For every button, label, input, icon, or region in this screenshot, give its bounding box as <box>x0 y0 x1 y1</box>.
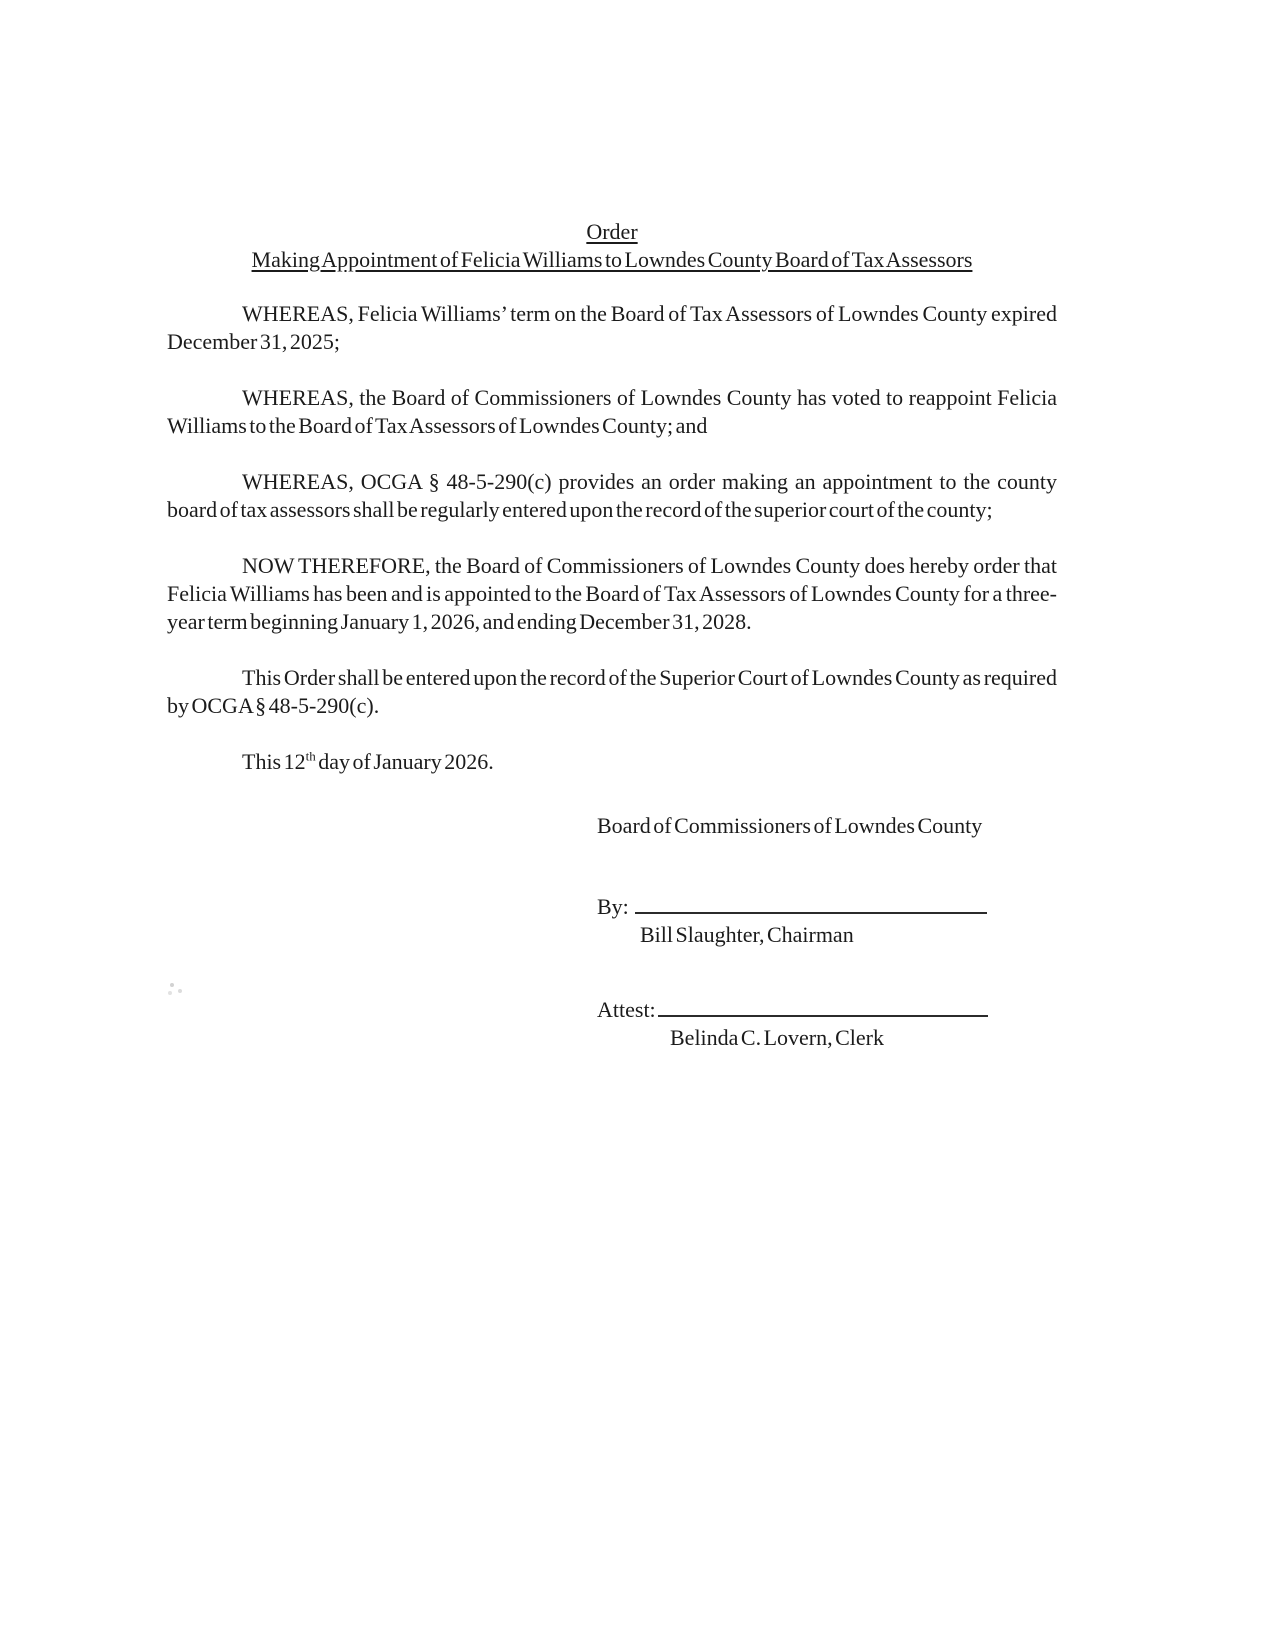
paragraph-whereas-term-expired: WHEREAS, Felicia Williams’ term on the Board of Tax Assessors of Lowndes County expired December 31, 2025; <box>167 301 1057 354</box>
paragraph-now-therefore: NOW THEREFORE, the Board of Commissioners of Lowndes County does hereby order that Felicia Williams has been and is appointed to the Board of Tax Assessors of Lowndes County for a three-year term beginning January 1, 2026, and ending December 31, 2028. <box>167 553 1057 634</box>
page-subtitle: Making Appointment of Felicia Williams to Lowndes County Board of Tax Assessors <box>251 247 973 272</box>
date-line-prefix: This 12 <box>242 749 306 774</box>
document-content <box>167 218 1057 1052</box>
by-signatory-name: Bill Slaughter, Chairman <box>640 922 854 947</box>
page-title: Order <box>586 219 638 244</box>
attest-signature-row <box>597 995 1057 1024</box>
attest-signatory-name: Belinda C. Lovern, Clerk <box>670 1025 885 1050</box>
by-signature-row <box>597 892 1057 921</box>
signature-organization: Board of Commissioners of Lowndes County <box>597 813 983 838</box>
attest-signature-line <box>658 995 988 1017</box>
signature-block <box>597 812 1057 1052</box>
by-label: By: <box>597 894 629 919</box>
paragraph-whereas-voted-reappoint: WHEREAS, the Board of Commissioners of Lowndes County has voted to reappoint Felicia Williams to the Board of Tax Assessors of Lowndes County; and <box>167 385 1057 438</box>
date-line-rest: day of January 2026. <box>315 749 494 774</box>
paragraph-whereas-ocga-provision: WHEREAS, OCGA § 48-5-290(c) provides an order making an appointment to the county board of tax assessors shall be regularly entered upon the record of the superior court of the county; <box>167 469 1057 522</box>
date-ordinal-superscript: th <box>305 748 316 764</box>
attest-label: Attest: <box>597 997 656 1022</box>
scan-artifact <box>170 983 174 987</box>
paragraph-order-entered: This Order shall be entered upon the record of the Superior Court of Lowndes County as required by OCGA § 48-5-290(c). <box>167 665 1057 718</box>
date-line <box>167 748 1057 776</box>
by-signature-line <box>635 892 987 914</box>
